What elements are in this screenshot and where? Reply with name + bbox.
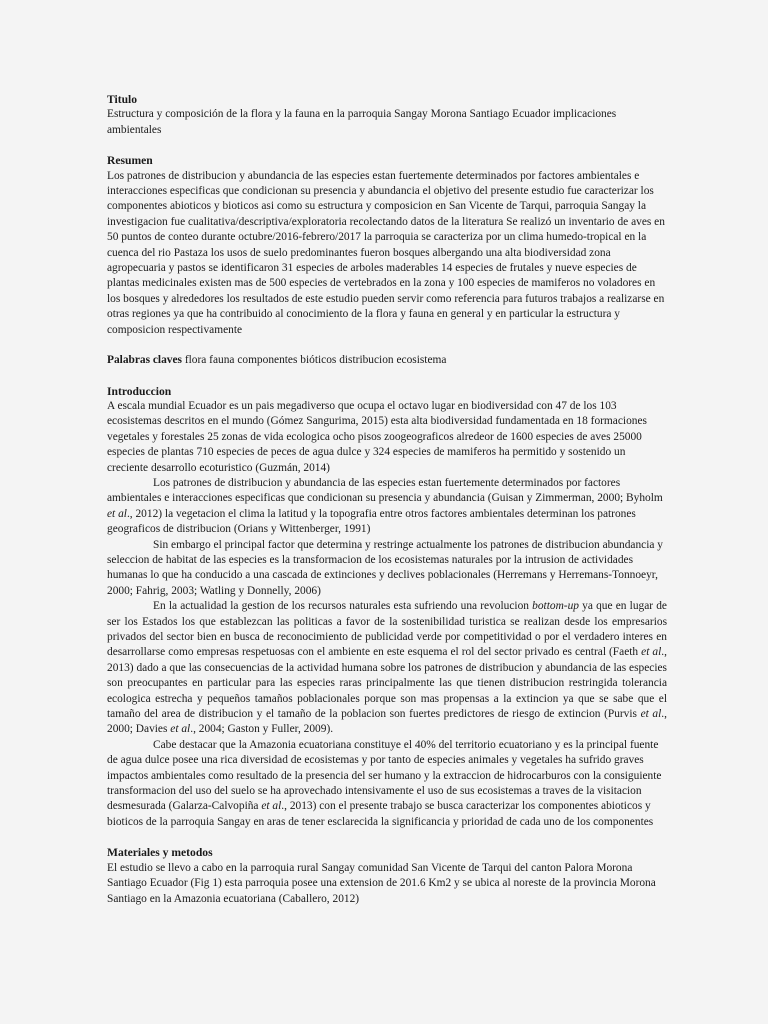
keywords-line [107, 353, 667, 368]
introduction-heading: Introduccion [107, 384, 172, 398]
intro-p4-part-b: ya que en lugar de ser los Estados los que establezcan las politicas a favor de la sostenibilidad turistica se realizan desde los empresarios privados del sector bien en busca de reconocimiento de publicidad verde por competitividad o por el verdadero interes en desarrollarse como empresas respetuosas con el ambiente en este esquema el rol del sector privado es central (Faeth [107, 600, 667, 659]
intro-p4-part-d: ., 2000; Davies [107, 708, 667, 736]
title-text: Estructura y composición de la flora y la fauna en la parroquia Sangay Morona Santiago Ecuador implicaciones ambientales [107, 108, 617, 136]
keywords-section [107, 353, 667, 368]
methods-heading: Materiales y metodos [107, 846, 213, 860]
intro-p4-etal-3: et al [170, 723, 191, 736]
document-body [107, 92, 667, 922]
abstract-section [107, 153, 667, 338]
keywords-heading: Palabras claves [107, 354, 182, 367]
abstract-heading: Resumen [107, 154, 153, 168]
intro-p4-part-c: ., 2013) dado a que las consecuencias de la actividad humana sobre los patrones de distribucion y abundancia de las especies son preocupantes en particular para las especies raras principalmente las que tienen distribucion restringida tolerancia ecologica estrecha y pequeños tamaños poblacionales porque son mas propensas a la extincion ya que se sabe que el tamaño del area de distribucion y el tamaño de la poblacion son fuertes predictores de riesgo de extincion (Purvis [107, 646, 667, 721]
title-section [107, 92, 667, 138]
intro-p4-etal-2: et al [640, 708, 662, 721]
intro-p5-etal: et al [261, 800, 282, 813]
intro-paragraph-5 [107, 738, 667, 830]
intro-p4-part-a: En la actualidad la gestion de los recursos naturales esta sufriendo una revolucion [153, 600, 533, 613]
intro-paragraph-3: Sin embargo el principal factor que determina y restringe actualmente los patrones de distribucion abundancia y seleccion de habitat de las especies es la transformacion de los ecosistemas naturales por la intrusion de actividades humanas lo que ha conducido a una cascada de extinciones y declives poblacionales (Herremans y Herremans-Tonnoeyr, 2000; Fahrig, 2003; Watling y Donnelly, 2006) [107, 538, 663, 597]
introduction-section [107, 384, 667, 831]
title-heading: Titulo [107, 93, 138, 106]
intro-paragraph-2 [107, 476, 667, 538]
methods-section [107, 845, 667, 907]
intro-p2-etal: et al [107, 507, 127, 520]
intro-p5-part-b: ., 2013) con el presente trabajo se busca caracterizar los componentes abioticos y bioticos de la parroquia Sangay en aras de tener esclarecida la significancia y prioridad de cada uno de los componentes [107, 800, 654, 828]
abstract-text: Los patrones de distribucion y abundancia de las especies estan fuertemente determinados por factores ambientales e interacciones especificas que condicionan su presencia y abundancia el objetivo del presente estudio fue caracterizar los componentes abioticos y bioticos asi como su estructura y composicion en San Vicente de Tarqui, parroquia Sangay la investigacion fue cualitativa/descriptiva/exploratoria recolectando datos de la literatura Se realizó un inventario de aves en 50 puntos de conteo durante octubre/2016-febrero/2017 la parroquia se caracteriza por un clima humedo-tropical en la cuenca del rio Pastaza los usos de suelo predominantes fueron bosques albergando una alta biodiversidad zona agropecuaria y pastos se identificaron 31 especies de arboles maderables 14 especies de frutales y nueve especies de plantas medicinales existen mas de 500 especies de vertebrados en la zona y 100 especies de mamiferos no voladores en los bosques y alrededores los resultados de este estudio pueden servir como referencia para futuros trabajos a realizarse en otras regiones ya que ha contribuido al conocimiento de la flora y fauna en general y en particular la estructura y composicion respectivamente [107, 169, 665, 336]
intro-p4-italic: bottom-up [532, 600, 579, 613]
intro-p4-part-e: ., 2004; Gaston y Fuller, 2009). [190, 723, 334, 736]
intro-paragraph-4 [107, 599, 667, 738]
intro-paragraph-1: A escala mundial Ecuador es un pais megadiverso que ocupa el octavo lugar en biodiversidad con 47 de los 103 ecosistemas descritos en el mundo (Gómez Sangurima, 2015) esta alta biodiversidad fundamentada en 18 formaciones vegetales y forestales 25 zonas de vida ecologica ocho pisos zoogeograficos alredeor de 1600 especies de aves 25000 especies de plantas 710 especies de peces de agua dulce y 324 especies de mamiferos ha permitido y sostenido un creciente desarrollo ecoturistico (Guzmán, 2014) [107, 399, 647, 474]
intro-p5-part-a: Cabe destacar que la Amazonia ecuatoriana constituye el 40% del territorio ecuatoriano y es la principal fuente de agua dulce posee una rica diversidad de ecosistemas y por tanto de especies animales y vegetales ha sufrido graves impactos ambientales como resultado de la presencia del ser humano y la extraccion de hidrocarburos con la consiguiente transformacion del uso del suelo se ha aprovechado intensivamente el uso de sus ecosistemas a traves de la visitacion desmesurada (Galarza-Calvopiña [107, 738, 662, 813]
methods-text: El estudio se llevo a cabo en la parroquia rural Sangay comunidad San Vicente de Tarqui del canton Palora Morona Santiago Ecuador (Fig 1) esta parroquia posee una extension de 201.6 Km2 y se ubica al noreste de la provincia Morona Santiago en la Amazonia ecuatoriana (Caballero, 2012) [107, 861, 656, 905]
intro-p2-part-b: ., 2012) la vegetacion el clima la latitud y la topografia entre otros factores ambientales determinan los patrones geograficos de distribucion (Orians y Wittenberger, 1991) [107, 507, 636, 536]
keywords-text: flora fauna componentes bióticos distribucion ecosistema [181, 354, 447, 367]
intro-p2-part-a: Los patrones de distribucion y abundancia de las especies estan fuertemente determinados por factores ambientales e interacciones especificas que condicionan su presencia y abundancia (Guisan y Zimmerman, 2000; Byholm [107, 476, 663, 505]
intro-p4-etal-1: et al [641, 646, 662, 659]
